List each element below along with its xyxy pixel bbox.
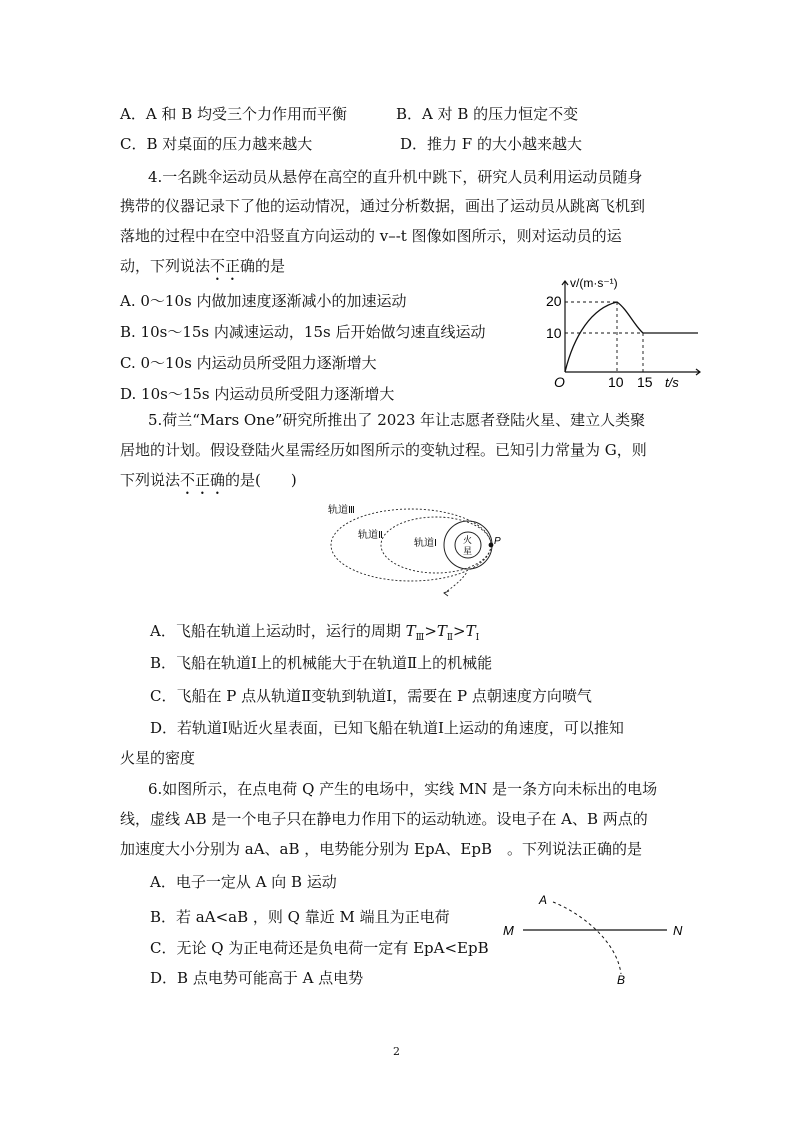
point-p-dot: [489, 543, 494, 548]
q5-option-c: C．飞船在 P 点从轨道Ⅱ变轨到轨道Ⅰ，需要在 P 点朝速度方向喷气: [150, 687, 592, 705]
q4-stem-line4: [120, 256, 285, 284]
q5-period-t3: T: [405, 622, 416, 640]
q5-stem-line3-pre: 下列说法: [120, 471, 181, 489]
planet-label-top: 火: [463, 535, 473, 545]
q6-option-b: B．若 aA<aB ，则 Q 靠近 M 端且为正电荷: [150, 908, 450, 926]
q6-stem-line3: 加速度大小分别为 aA、aB ，电势能分别为 EpA、EpB 。下列说法正确的是: [120, 840, 643, 858]
orbit-arrow-icon: [444, 591, 449, 596]
graph-origin-label: O: [554, 374, 565, 390]
orbit-2-label: 轨道Ⅱ: [358, 530, 383, 541]
q5-sub-3: Ⅲ: [415, 633, 425, 643]
q4-stem-line4-pre: 动，下列说法: [120, 257, 211, 275]
q5-option-d-line2: 火星的密度: [120, 749, 196, 767]
q4-stem-line3: 落地的过程中在空中沿竖直方向运动的 v–-t 图像如图所示，则对运动员的运: [120, 227, 622, 245]
q3-option-b: B．A 对 B 的压力恒定不变: [396, 105, 579, 123]
q3-option-c: C．B 对桌面的压力越来越大: [120, 135, 313, 153]
point-b-label: B: [617, 973, 626, 987]
graph-tick-10: 10: [546, 325, 562, 341]
q6-field-diagram: [495, 888, 695, 992]
q4-stem-line1: 4.一名跳伞运动员从悬停在高空的直升机中跳下，研究人员利用运动员随身: [148, 168, 643, 186]
q5-stem-emphasis: 不正确: [180, 471, 226, 489]
q4-option-b: B. 10s～15s 内减速运动，15s 后开始做匀速直线运动: [120, 323, 486, 341]
point-p-label: P: [494, 536, 501, 547]
q6-option-d: D．B 点电势可能高于 A 点电势: [150, 969, 364, 987]
q5-stem-line2: 居地的计划。假设登陆火星需经历如图所示的变轨过程。已知引力常量为 G，则: [120, 441, 647, 459]
q3-option-a: A．A 和 B 均受三个力作用而平衡: [120, 105, 347, 123]
point-m-label: M: [503, 923, 514, 938]
trajectory-ab: [553, 902, 621, 974]
point-n-label: N: [673, 923, 683, 938]
q6-stem-line2: 线，虚线 AB 是一个电子只在静电力作用下的运动轨迹。设电子在 A、B 两点的: [120, 810, 648, 828]
graph-tick-20: 20: [546, 293, 562, 309]
planet-label-bottom: 星: [463, 546, 473, 556]
q3-option-d: D．推力 F 的大小越来越大: [400, 135, 582, 153]
q4-stem-line2: 携带的仪器记录下了他的运动情况，通过分析数据，画出了运动员从跳离飞机到: [120, 197, 646, 215]
q5-option-a-text: A．飞船在轨道上运动时，运行的周期: [150, 622, 406, 640]
q5-stem-line3-post: 的是( ): [225, 471, 297, 489]
orbit-1-label: 轨道Ⅰ: [414, 538, 437, 549]
graph-x-label: t/s: [665, 375, 679, 390]
q4-option-a: A. 0～10s 内做加速度逐渐减小的加速运动: [120, 292, 407, 310]
q5-period-t1: T: [465, 622, 476, 640]
graph-guides: [565, 302, 643, 372]
graph-tick-t15: 15: [637, 374, 653, 390]
q5-option-a: A．飞船在轨道上运动时，运行的周期 $T_Ⅲ>T_Ⅱ>T_Ⅰ$: [150, 622, 480, 643]
q5-option-d-line1: D．若轨道Ⅰ贴近火星表面，已知飞船在轨道Ⅰ上运动的角速度，可以推知: [150, 719, 624, 737]
orbit-1: [444, 521, 492, 569]
point-a-label: A: [539, 893, 548, 907]
q6-option-a: A．电子一定从 A 向 B 运动: [150, 873, 337, 891]
graph-y-label: v/(m·s⁻¹): [570, 276, 618, 290]
q4-option-d: D. 10s～15s 内运动员所受阻力逐渐增大: [120, 385, 395, 403]
q4-option-c: C. 0～10s 内运动员所受阻力逐渐增大: [120, 354, 377, 372]
q5-option-b: B．飞船在轨道Ⅰ上的机械能大于在轨道Ⅱ上的机械能: [150, 654, 493, 672]
q4-stem-emphasis: 不正: [210, 257, 241, 275]
q5-sub-2: Ⅱ: [446, 633, 454, 643]
orbit-3: [331, 509, 491, 581]
q4-vt-graph: [540, 275, 710, 390]
q5-stem-line3: [120, 470, 297, 498]
q5-period-t2: T: [436, 622, 447, 640]
q6-stem-line1: 6.如图所示，在点电荷 Q 产生的电场中，实线 MN 是一条方向未标出的电场: [148, 780, 658, 798]
q5-orbit-diagram: [322, 498, 502, 606]
q5-stem-line1: 5.荷兰“Mars One”研究所推出了 2023 年让志愿者登陆火星、建立人类聚: [148, 411, 646, 429]
graph-tick-t10: 10: [608, 374, 624, 390]
q4-stem-line4-post: 确的是: [240, 257, 286, 275]
q5-sub-1: Ⅰ: [475, 633, 480, 643]
q6-option-c: C．无论 Q 为正电荷还是负电荷一定有 EpA<EpB: [150, 939, 489, 957]
velocity-curve: [565, 302, 698, 372]
page-number: 2: [393, 1045, 400, 1058]
orbit-3-label: 轨道Ⅲ: [328, 505, 355, 516]
